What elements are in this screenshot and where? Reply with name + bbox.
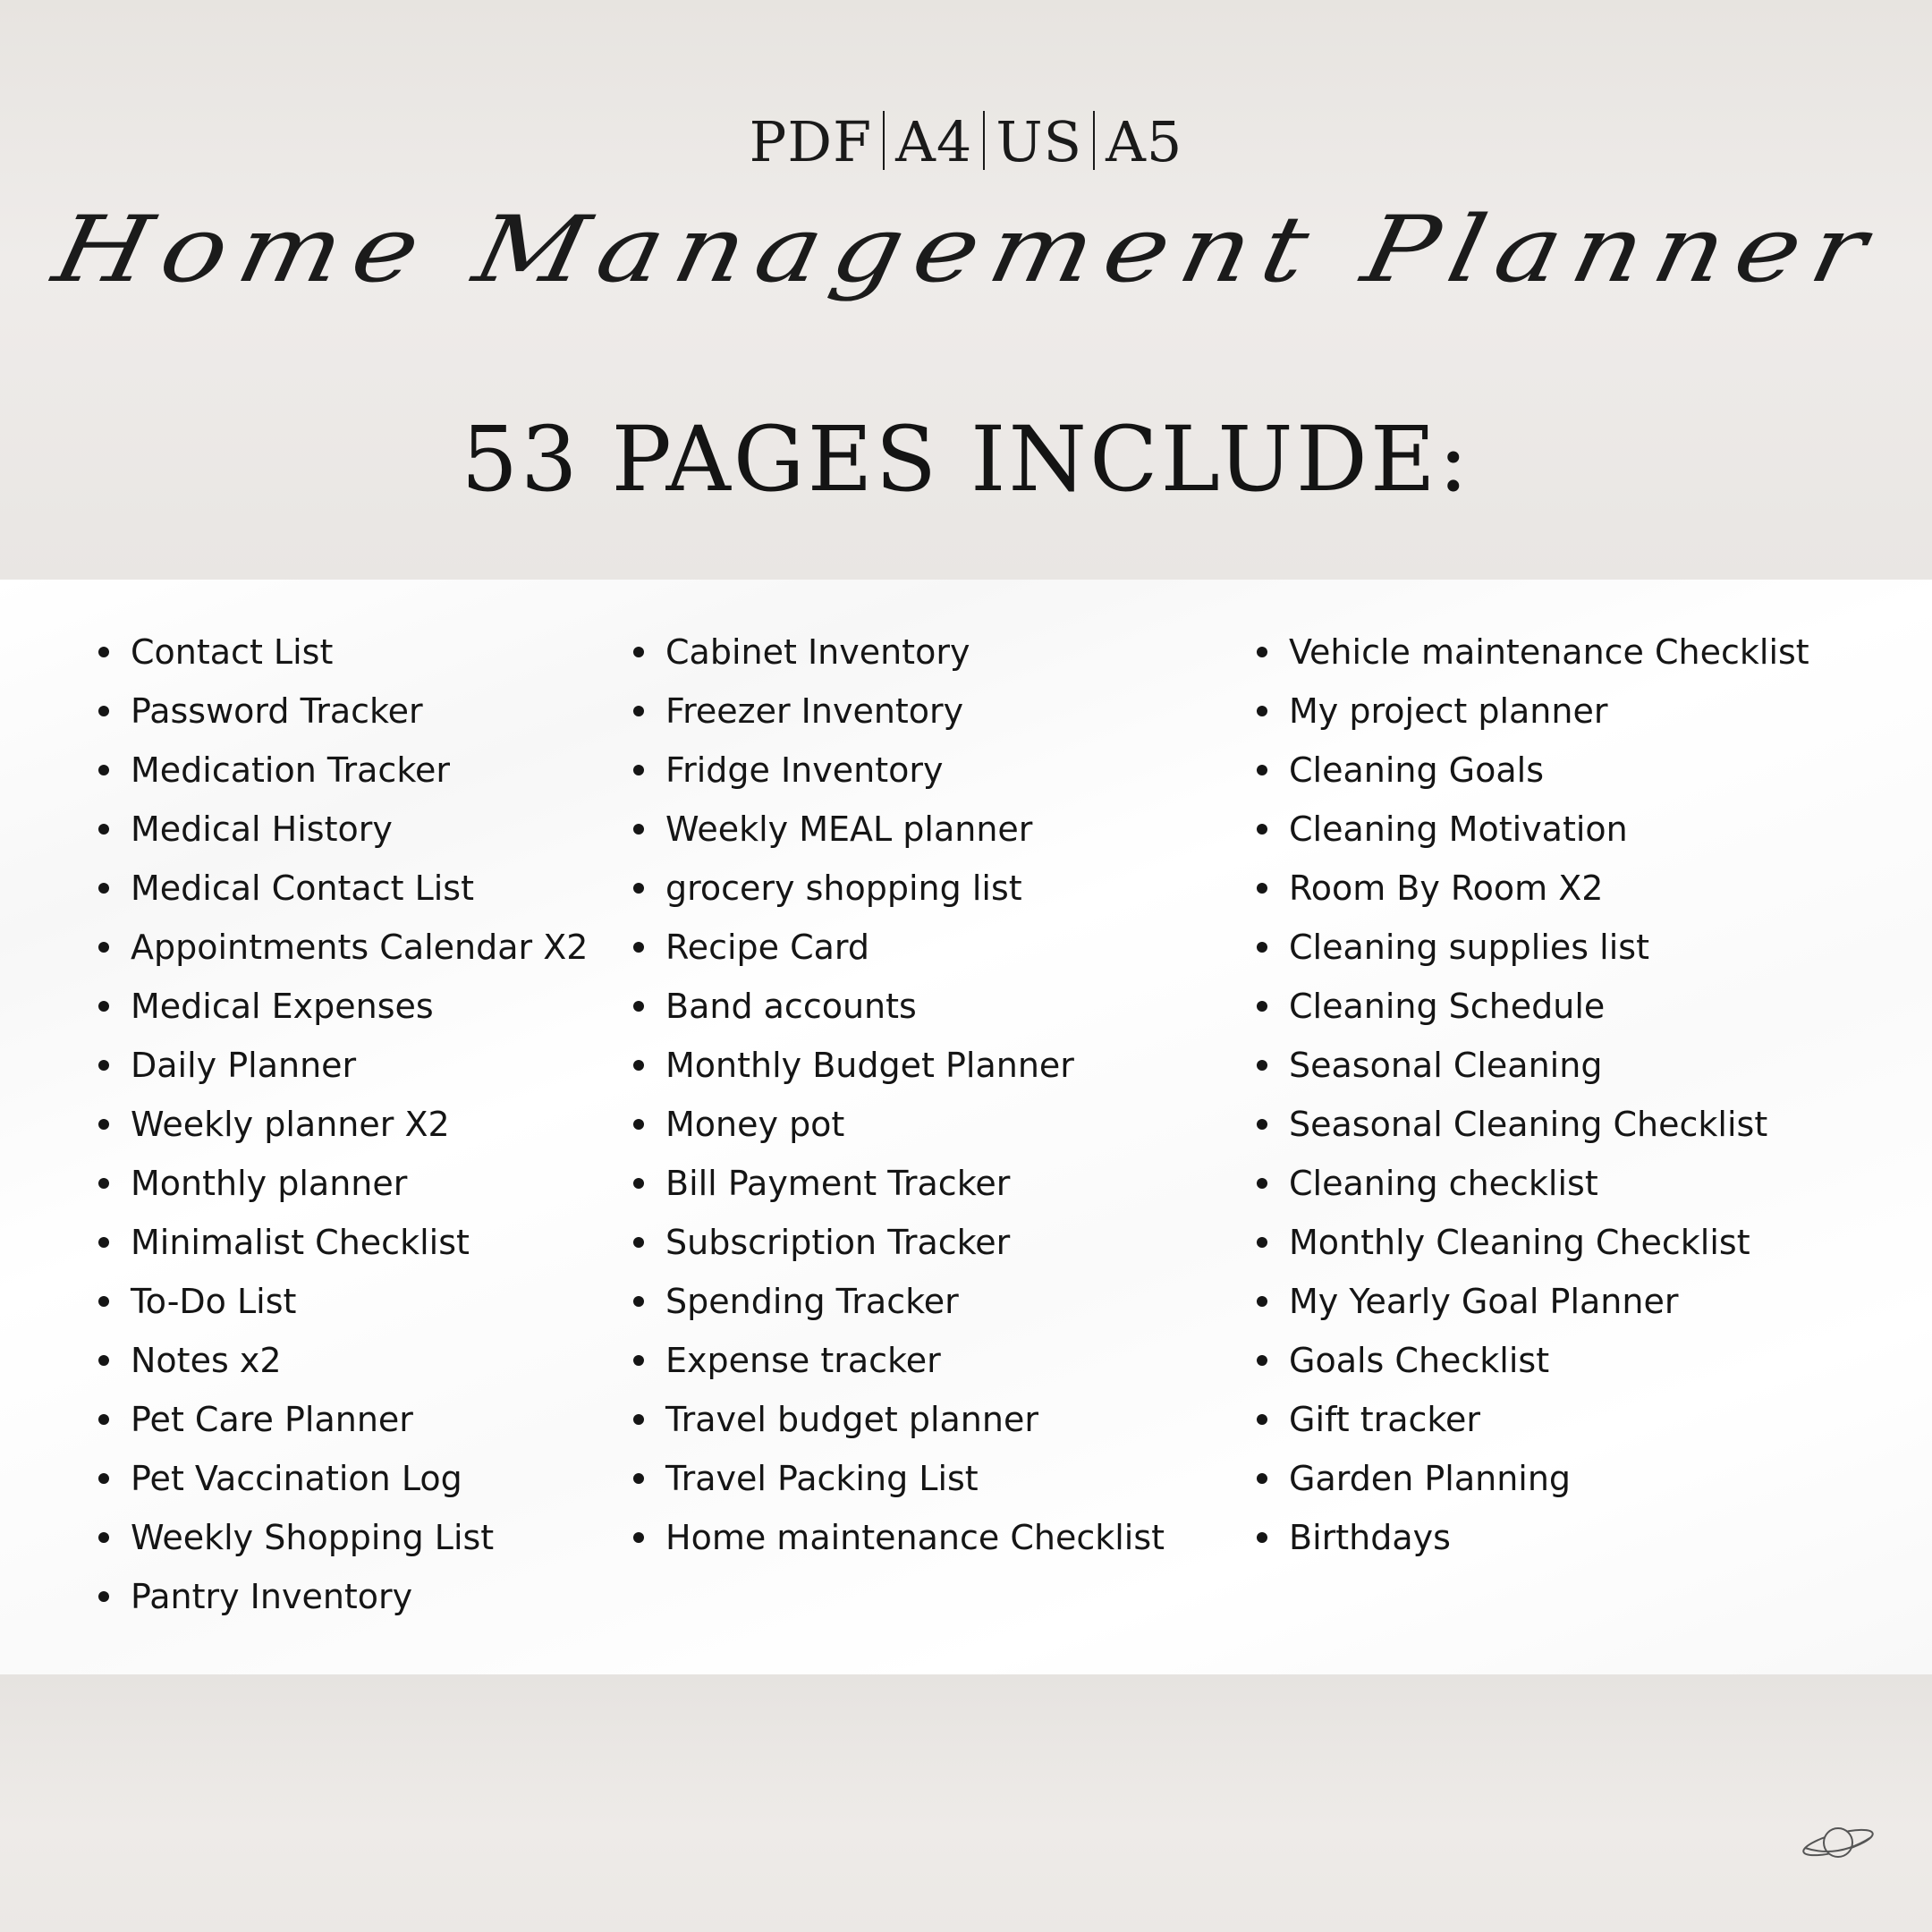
list-item: Gift tracker [1257, 1393, 1809, 1452]
list-item: Medical Contact List [98, 861, 588, 920]
list-item: Band accounts [633, 979, 1165, 1038]
list-item: Pet Vaccination Log [98, 1452, 588, 1511]
list-item: Medical Expenses [98, 979, 588, 1038]
list-item: Goals Checklist [1257, 1334, 1809, 1393]
list-item: Cabinet Inventory [633, 625, 1165, 684]
list-item: Monthly Cleaning Checklist [1257, 1216, 1809, 1275]
title-wrapper [0, 152, 1932, 349]
list-item: Travel Packing List [633, 1452, 1165, 1511]
list-item: Cleaning Schedule [1257, 979, 1809, 1038]
list-item: Room By Room X2 [1257, 861, 1809, 920]
page-title: Home Management Planner [44, 197, 1888, 303]
list-item: Money pot [633, 1097, 1165, 1157]
format-a5: A5 [1106, 109, 1183, 174]
list-item: Garden Planning [1257, 1452, 1809, 1511]
list-item: My project planner [1257, 684, 1809, 743]
list-item: Monthly planner [98, 1157, 588, 1216]
list-column-1 [98, 625, 588, 1629]
list-column-3 [1257, 625, 1809, 1570]
list-item: Medication Tracker [98, 743, 588, 802]
list-item: Cleaning Goals [1257, 743, 1809, 802]
list-item: Notes x2 [98, 1334, 588, 1393]
list-item: Birthdays [1257, 1511, 1809, 1570]
list-item: Minimalist Checklist [98, 1216, 588, 1275]
list-item: Password Tracker [98, 684, 588, 743]
format-a4: A4 [895, 109, 973, 174]
list-item: Seasonal Cleaning Checklist [1257, 1097, 1809, 1157]
list-item: Spending Tracker [633, 1275, 1165, 1334]
list-column-2 [633, 625, 1165, 1570]
list-item: Cleaning supplies list [1257, 920, 1809, 979]
list-item: Travel budget planner [633, 1393, 1165, 1452]
list-item: Weekly planner X2 [98, 1097, 588, 1157]
list-item: Home maintenance Checklist [633, 1511, 1165, 1570]
list-item: Monthly Budget Planner [633, 1038, 1165, 1097]
list-item: Contact List [98, 625, 588, 684]
list-item: Cleaning checklist [1257, 1157, 1809, 1216]
list-item: Seasonal Cleaning [1257, 1038, 1809, 1097]
list-item: Medical History [98, 802, 588, 861]
list-item: Vehicle maintenance Checklist [1257, 625, 1809, 684]
list-item: Bill Payment Tracker [633, 1157, 1165, 1216]
list-item: Freezer Inventory [633, 684, 1165, 743]
list-item: Expense tracker [633, 1334, 1165, 1393]
list-item: Recipe Card [633, 920, 1165, 979]
list-item: Pet Care Planner [98, 1393, 588, 1452]
list-item: Cleaning Motivation [1257, 802, 1809, 861]
list-item: To-Do List [98, 1275, 588, 1334]
list-item: Weekly Shopping List [98, 1511, 588, 1570]
list-item: Fridge Inventory [633, 743, 1165, 802]
planet-icon [1798, 1816, 1878, 1869]
list-item: Subscription Tracker [633, 1216, 1165, 1275]
list-item: My Yearly Goal Planner [1257, 1275, 1809, 1334]
list-item: Weekly MEAL planner [633, 802, 1165, 861]
format-us: US [996, 109, 1083, 174]
list-item: Daily Planner [98, 1038, 588, 1097]
list-item: Appointments Calendar X2 [98, 920, 588, 979]
format-pdf: PDF [749, 109, 873, 174]
list-item: grocery shopping list [633, 861, 1165, 920]
list-item: Pantry Inventory [98, 1570, 588, 1629]
pages-heading: 53 PAGES INCLUDE: [461, 407, 1471, 512]
footer-background [0, 1674, 1932, 1932]
